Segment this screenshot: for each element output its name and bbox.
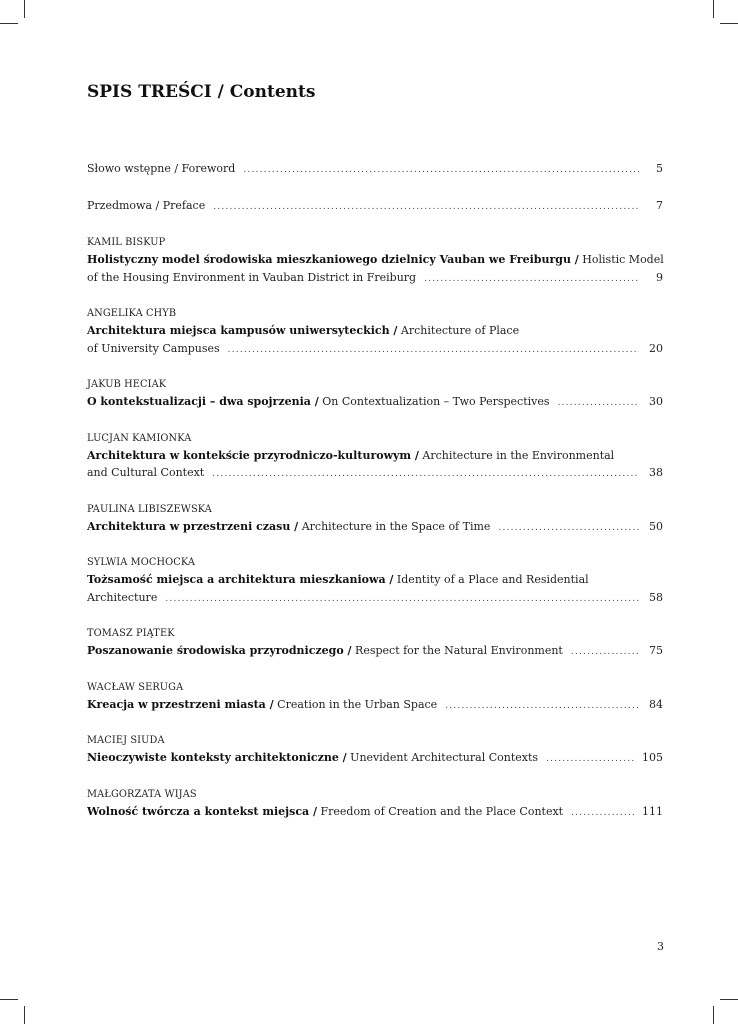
entry-author: KAMIL BISKUP [87,237,166,248]
entry-page: 5 [656,162,663,175]
entry-author: ANGELIKA CHYB [87,308,177,319]
crop-mark [0,23,18,24]
entry-title-en: Architecture of Place [397,324,520,337]
crop-mark [713,1006,714,1024]
entry-title-en: Identity of a Place and Residential [393,573,589,586]
dot-leader [165,591,639,609]
dot-leader [213,199,639,217]
toc-entry[interactable] [87,786,663,823]
entry-title-pl: Tożsamość miejsca a architektura mieszkaniowa / [87,573,394,586]
entry-title-pl: Poszanowanie środowiska przyrodniczego / [87,644,352,657]
entry-page: 50 [649,519,663,533]
toc-entry-preface[interactable] [87,197,663,217]
page-number: 3 [657,940,664,953]
crop-mark [713,0,714,18]
entry-title-pl: Holistyczny model środowiska mieszkaniowego dzielnicy Vauban we Freiburgu / [87,253,579,266]
entry-page: 20 [649,341,663,355]
toc-entry[interactable] [87,430,663,484]
dot-leader [212,466,639,484]
dot-leader [571,805,636,823]
entry-title-pl: Nieoczywiste konteksty architektoniczne / [87,751,347,764]
entry-title: Przedmowa / Preface [87,199,206,212]
entry-title-pl: Kreacja w przestrzeni miasta / [87,697,274,711]
crop-mark [720,23,738,24]
dot-leader [228,342,639,360]
entry-title-en-cont: Architecture [87,590,158,604]
table-of-contents [87,160,663,839]
entry-title-en-cont: and Cultural Context [87,466,205,479]
entry-title-en-cont: of University Campuses [87,341,220,355]
toc-entry[interactable] [87,732,663,769]
page-title: SPIS TREŚCI / Contents [87,82,316,102]
entry-title-en: Freedom of Creation and the Place Context [317,804,564,818]
entry-page: 7 [656,199,663,212]
entry-author: LUCJAN KAMIONKA [87,432,192,444]
dot-leader [546,751,636,769]
entry-author: MAŁGORZATA WIJAS [87,788,197,800]
toc-entry[interactable] [87,305,663,359]
entry-title-en: Creation in the Urban Space [273,697,438,711]
entry-title: Słowo wstępne / Foreword [87,162,236,175]
entry-author: TOMASZ PIĄTEK [87,628,175,639]
entry-title-en: Respect for the Natural Environment [351,644,563,657]
entry-title-en: Architecture in the Environmental [418,448,615,462]
entry-page: 75 [649,644,663,657]
dot-leader [571,644,639,662]
dot-leader [243,162,639,180]
dot-leader [498,520,639,538]
entry-author: JAKUB HECIAK [87,379,167,390]
entry-page: 84 [649,697,663,711]
entry-author: PAULINA LIBISZEWSKA [87,503,212,515]
entry-title-en-cont: of the Housing Environment in Vauban District in Freiburg [87,270,417,284]
toc-entry[interactable] [87,234,663,288]
entry-page: 9 [656,270,663,284]
entry-title-en: Holistic Model [578,253,664,266]
toc-entry[interactable] [87,679,663,716]
toc-entry[interactable] [87,625,663,662]
entry-title-pl: O kontekstualizacji – dwa spojrzenia / [87,395,319,408]
entry-page: 30 [649,395,663,408]
crop-mark [24,0,25,18]
entry-title-pl: Architektura miejsca kampusów uniwersyteckich / [87,324,398,337]
entry-author: MACIEJ SIUDA [87,735,165,746]
entry-title-pl: Architektura w kontekście przyrodniczo-kulturowym / [87,448,419,462]
entry-page: 105 [642,751,663,764]
dot-leader [424,271,639,289]
entry-title-en: Unevident Architectural Contexts [346,751,539,764]
entry-title-en: Architecture in the Space of Time [298,519,491,533]
toc-entry[interactable] [87,501,663,538]
entry-page: 58 [649,590,663,604]
toc-entry[interactable] [87,554,663,608]
entry-author: SYLWIA MOCHOCKA [87,557,196,568]
entry-title-pl: Wolność twórcza a kontekst miejsca / [87,804,317,818]
crop-mark [0,999,18,1000]
dot-leader [445,698,639,716]
entry-page: 38 [649,466,663,479]
entry-page: 111 [642,804,663,818]
toc-entry[interactable] [87,376,663,413]
entry-title-en: On Contextualization – Two Perspectives [318,395,550,408]
crop-mark [720,999,738,1000]
entry-title-pl: Architektura w przestrzeni czasu / [87,519,299,533]
crop-mark [24,1006,25,1024]
entry-author: WACŁAW SERUGA [87,681,184,693]
dot-leader [558,395,640,413]
toc-entry-foreword[interactable] [87,160,663,180]
